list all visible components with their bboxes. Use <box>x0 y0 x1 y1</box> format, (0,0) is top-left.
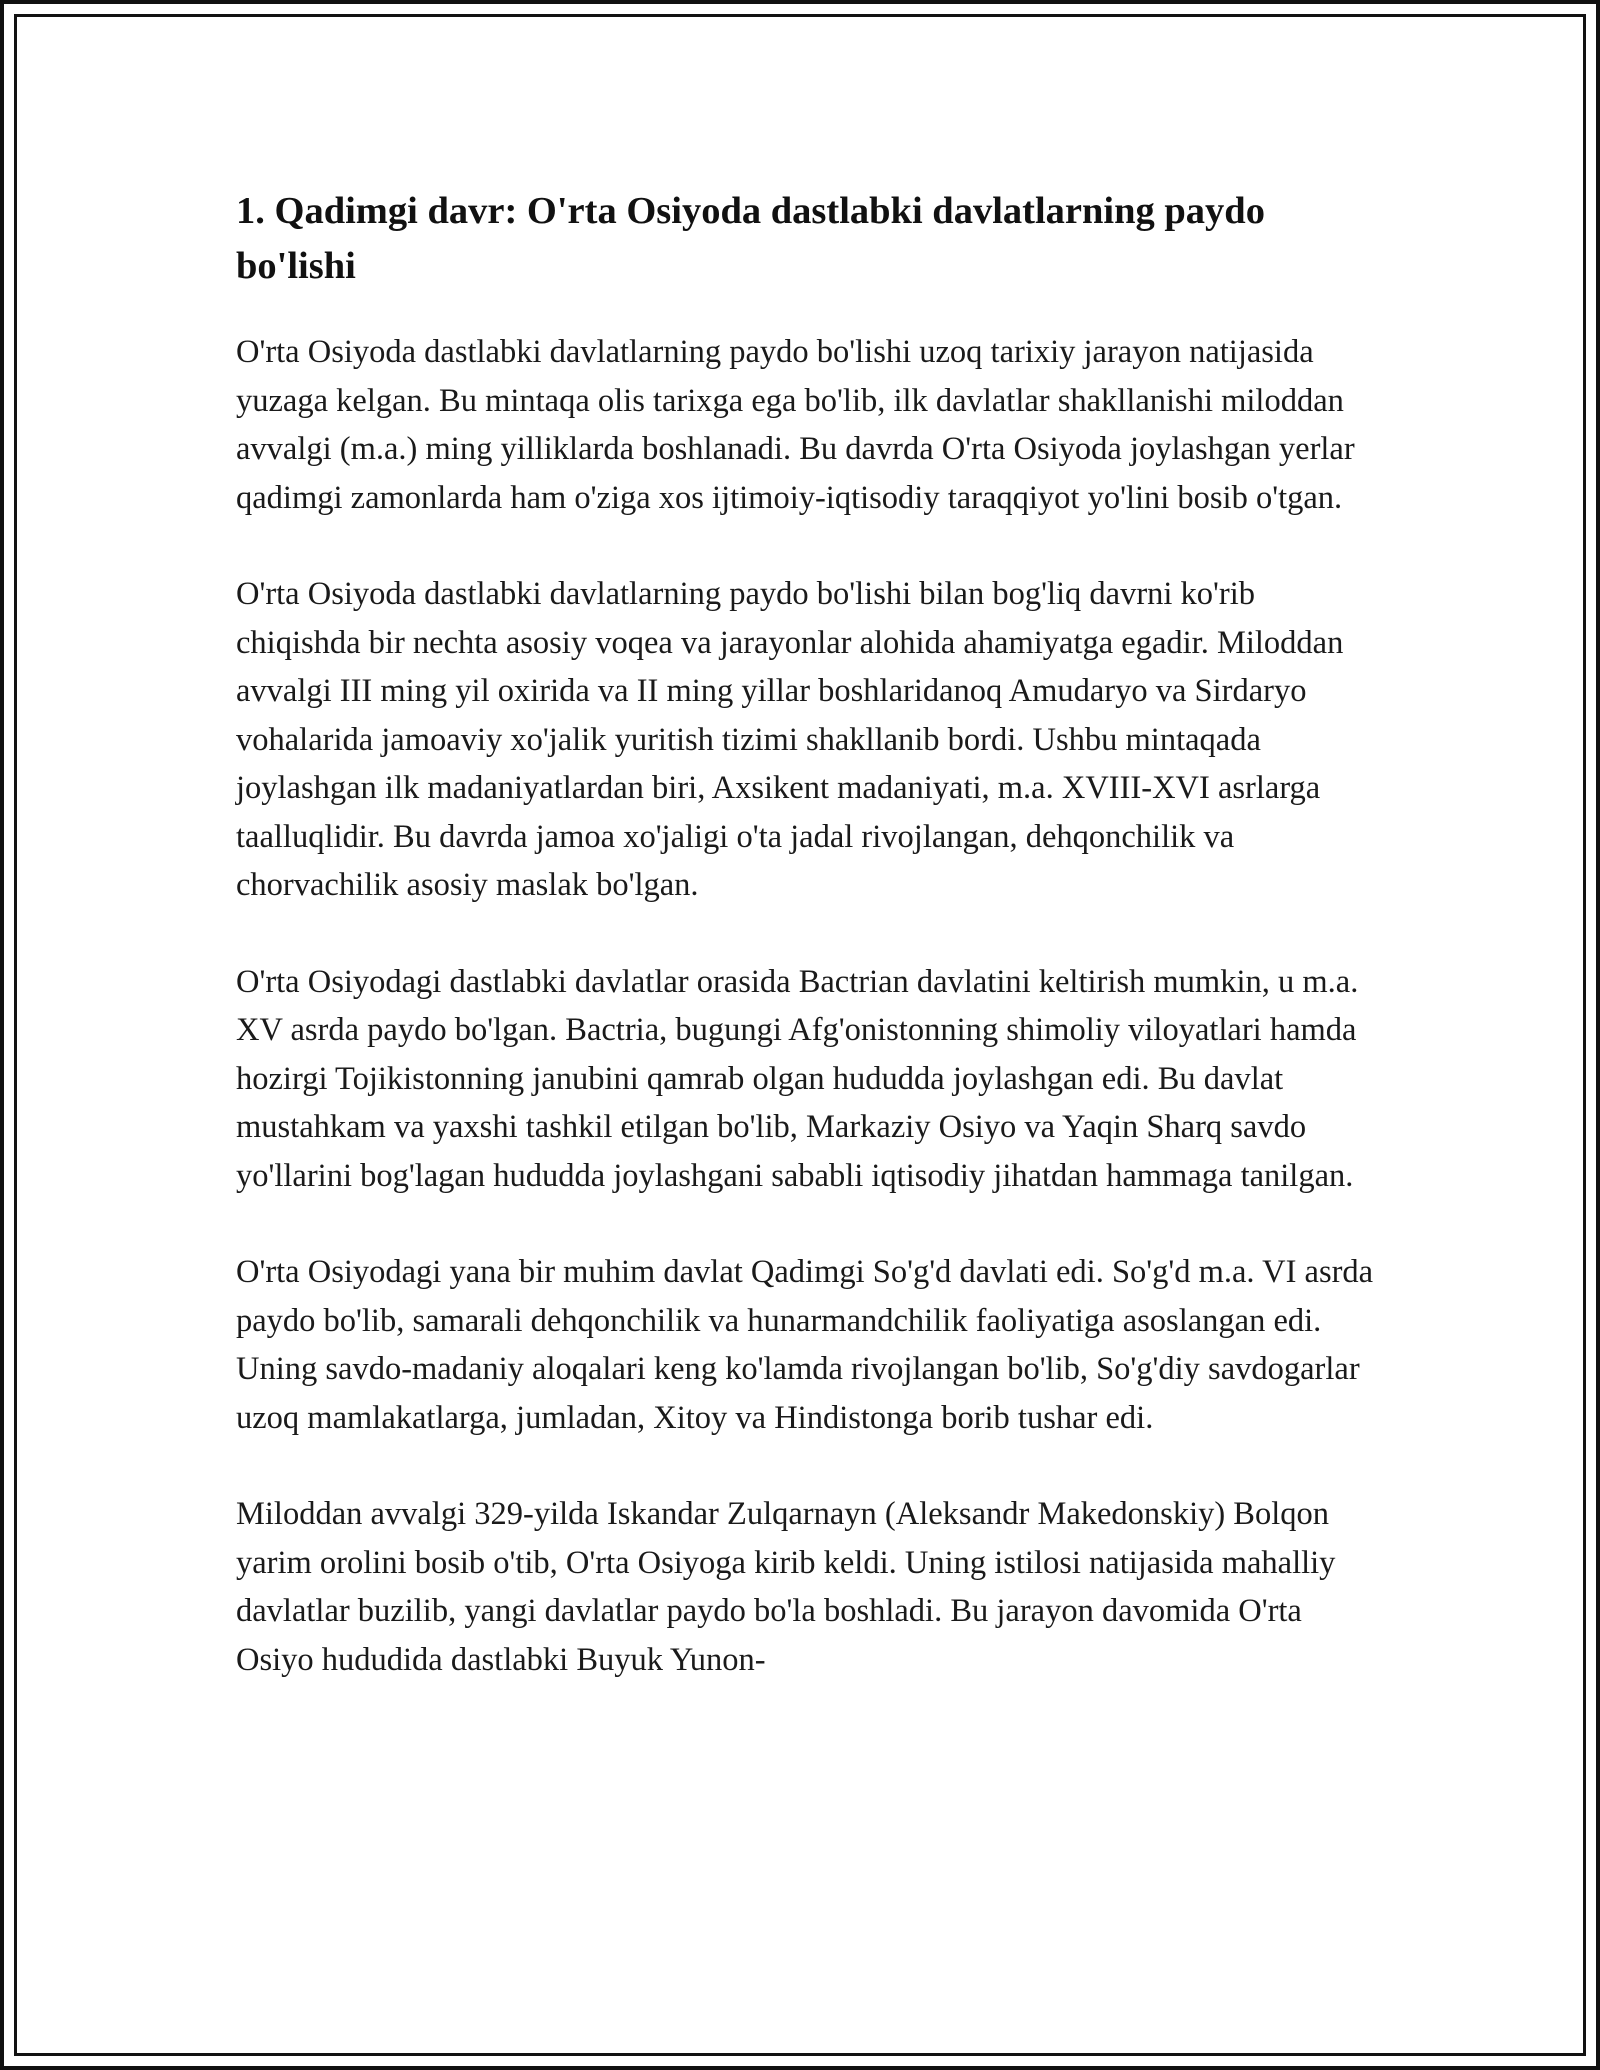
paragraph-4: O'rta Osiyodagi yana bir muhim davlat Qadimgi So'g'd davlati edi. So'g'd m.a. VI asrda paydo bo'lib, samarali dehqonchilik va hunarmandchilik faoliyatiga asoslangan edi. Uning savdo-madaniy aloqalari keng ko'lamda rivojlangan bo'lib, So'g'diy savdogarlar uzoq mamlakatlarga, jumladan, Xitoy va Hindistonga borib tushar edi. <box>236 1254 1374 1436</box>
paragraph-3: O'rta Osiyodagi dastlabki davlatlar orasida Bactrian davlatini keltirish mumkin, u m.a. XV asrda paydo bo'lgan. Bactria, bugungi Afg'onistonning shimoliy viloyatlari hamda hozirgi Tojikistonning janubini qamrab olgan hududda joylashgan edi. Bu davlat mustahkam va yaxshi tashkil etilgan bo'lib, Markaziy Osiyo va Yaqin Sharq savdo yo'llarini bog'lagan hududda joylashgani sababli iqtisodiy jihatdan hammaga tanilgan. <box>236 963 1359 1194</box>
section-heading: 1. Qadimgi davr: O'rta Osiyoda dastlabki davlatlarning paydo bo'lishi <box>236 190 1265 287</box>
document-body <box>236 184 1376 1732</box>
paragraph-2: O'rta Osiyoda dastlabki davlatlarning paydo bo'lishi bilan bog'liq davrni ko'rib chiqishda bir nechta asosiy voqea va jarayonlar alohida ahamiyatga egadir. Miloddan avvalgi III ming yil oxirida va II ming yillar boshlaridanoq Amudaryo va Sirdaryo vohalarida jamoaviy xo'jalik yuritish tizimi shakllanib bordi. Ushbu mintaqada joylashgan ilk madaniyatlardan biri, Axsikent madaniyati, m.a. XVIII-XVI asrlarga taalluqlidir. Bu davrda jamoa xo'jaligi o'ta jadal rivojlangan, dehqonchilik va chorvachilik asosiy maslak bo'lgan. <box>236 576 1344 903</box>
paragraph-1: O'rta Osiyoda dastlabki davlatlarning paydo bo'lishi uzoq tarixiy jarayon natijasida yuzaga kelgan. Bu mintaqa olis tarixga ega bo'lib, ilk davlatlar shakllanishi miloddan avvalgi (m.a.) ming yilliklarda boshlanadi. Bu davrda O'rta Osiyoda joylashgan yerlar qadimgi zamonlarda ham o'ziga xos ijtimoiy-iqtisodiy taraqqiyot yo'lini bosib o'tgan. <box>236 334 1355 516</box>
paragraph-5: Miloddan avvalgi 329-yilda Iskandar Zulqarnayn (Aleksandr Makedonskiy) Bolqon yarim orolini bosib o'tib, O'rta Osiyoga kirib keldi. Uning istilosi natijasida mahalliy davlatlar buzilib, yangi davlatlar paydo bo'la boshladi. Bu jarayon davomida O'rta Osiyo hududida dastlabki Buyuk Yunon- <box>236 1496 1336 1678</box>
